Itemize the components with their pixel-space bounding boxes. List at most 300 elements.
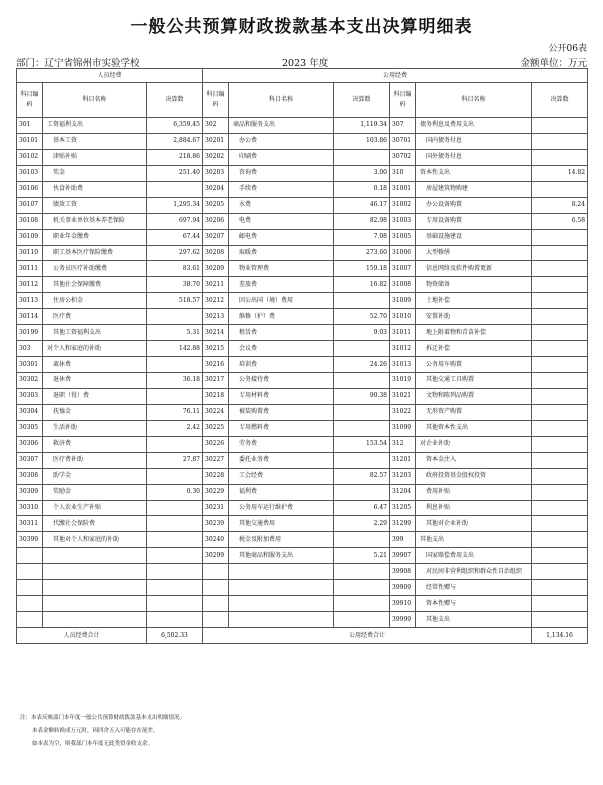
item-code: 31006 (390, 245, 416, 261)
item-amount (147, 596, 203, 612)
item-code: 31007 (390, 261, 416, 277)
item-code: 30206 (203, 213, 229, 229)
item-code: 30107 (17, 197, 43, 213)
item-name (229, 596, 334, 612)
table-row (17, 197, 588, 213)
table-row (17, 213, 588, 229)
table-row (17, 245, 588, 261)
item-amount (532, 325, 588, 341)
item-amount: 697.94 (147, 213, 203, 229)
table-row (17, 229, 588, 245)
item-name: 地上附着物和青苗补偿 (416, 325, 532, 341)
item-code: 30208 (203, 245, 229, 261)
item-amount: 67.44 (147, 229, 203, 245)
item-code: 31201 (390, 452, 416, 468)
item-name: 信息网络及软件购置更新 (416, 261, 532, 277)
item-amount (532, 612, 588, 628)
item-amount (147, 548, 203, 564)
item-amount: 5.21 (334, 548, 390, 564)
item-code: 30106 (17, 181, 43, 197)
item-code: 30109 (17, 229, 43, 245)
item-name: 培训费 (229, 357, 334, 373)
item-code: 31021 (390, 388, 416, 404)
item-amount (334, 580, 390, 596)
item-amount (147, 468, 203, 484)
item-name: 专用设备购置 (416, 213, 532, 229)
item-code: 31005 (390, 229, 416, 245)
item-code: 30307 (17, 452, 43, 468)
item-name: 拆迁补偿 (416, 341, 532, 357)
header-name: 科目名称 (229, 83, 334, 118)
item-code: 30299 (203, 548, 229, 564)
item-name: 其他商品和服务支出 (229, 548, 334, 564)
item-code: 30225 (203, 420, 229, 436)
item-code: 30302 (17, 373, 43, 389)
item-code: 30213 (203, 309, 229, 325)
item-name: 因公出国（境）费用 (229, 293, 334, 309)
item-name: 劳务费 (229, 436, 334, 452)
item-name: 国家赔偿费用支出 (416, 548, 532, 564)
item-code: 30212 (203, 293, 229, 309)
item-amount (532, 436, 588, 452)
item-code: 303 (17, 341, 43, 357)
item-code: 301 (17, 118, 43, 134)
item-name: 救济费 (43, 436, 147, 452)
item-code: 39907 (390, 548, 416, 564)
item-amount: 0.18 (334, 181, 390, 197)
table-row (17, 404, 588, 420)
item-amount: 251.40 (147, 165, 203, 181)
item-code: 30215 (203, 341, 229, 357)
header-code: 科目编码 (390, 83, 416, 118)
group-header-row (17, 69, 588, 83)
item-code: 30202 (203, 149, 229, 165)
item-code (17, 580, 43, 596)
totals-row (17, 628, 588, 644)
item-amount (334, 341, 390, 357)
item-name (43, 580, 147, 596)
item-amount (147, 357, 203, 373)
item-name: 公务接待费 (229, 373, 334, 389)
item-name (43, 548, 147, 564)
item-amount (334, 532, 390, 548)
table-row (17, 373, 588, 389)
table-row (17, 277, 588, 293)
item-name: 税金及附加费用 (229, 532, 334, 548)
item-amount: 273.60 (334, 245, 390, 261)
item-code: 30110 (17, 245, 43, 261)
item-amount (334, 404, 390, 420)
item-code: 31299 (390, 516, 416, 532)
item-code (203, 596, 229, 612)
item-name: 专用材料费 (229, 388, 334, 404)
item-name: 房屋建筑物购建 (416, 181, 532, 197)
item-code: 30205 (203, 197, 229, 213)
item-code: 31001 (390, 181, 416, 197)
item-name: 对企业补助 (416, 436, 532, 452)
item-code: 31019 (390, 373, 416, 389)
item-amount (532, 452, 588, 468)
table-row (17, 468, 588, 484)
item-name: 电费 (229, 213, 334, 229)
item-amount: 36.18 (147, 373, 203, 389)
item-code: 39999 (390, 612, 416, 628)
item-name: 其他交通工具购置 (416, 373, 532, 389)
item-code (203, 564, 229, 580)
item-amount: 27.87 (147, 452, 203, 468)
item-name: 资本性支出 (416, 165, 532, 181)
item-code: 31204 (390, 484, 416, 500)
item-name: 其他社会保障缴费 (43, 277, 147, 293)
item-name: 基础设施建设 (416, 229, 532, 245)
expenditure-table (16, 68, 588, 644)
table-row (17, 564, 588, 580)
item-amount: 218.86 (147, 149, 203, 165)
item-name: 国外债务付息 (416, 149, 532, 165)
item-name: 费用补贴 (416, 484, 532, 500)
item-name: 租赁费 (229, 325, 334, 341)
item-amount (147, 309, 203, 325)
table-row (17, 118, 588, 134)
item-amount: 52.70 (334, 309, 390, 325)
item-amount (532, 500, 588, 516)
item-amount (532, 118, 588, 134)
item-code: 30207 (203, 229, 229, 245)
item-code: 30201 (203, 133, 229, 149)
item-code: 30304 (17, 404, 43, 420)
item-amount (532, 420, 588, 436)
item-name: 邮电费 (229, 229, 334, 245)
item-name: 差旅费 (229, 277, 334, 293)
personnel-total-label: 人员经费合计 (17, 628, 147, 644)
header-code: 科目编码 (17, 83, 43, 118)
item-amount (532, 229, 588, 245)
year-label: 2023 年度 (282, 58, 329, 69)
item-name: 国内债务付息 (416, 133, 532, 149)
item-name: 奖金 (43, 165, 147, 181)
item-amount (532, 532, 588, 548)
item-code: 30240 (203, 532, 229, 548)
item-name: 维修（护）费 (229, 309, 334, 325)
item-amount (334, 596, 390, 612)
item-name (43, 564, 147, 580)
item-name: 公务用车运行维护费 (229, 500, 334, 516)
table-row (17, 452, 588, 468)
item-amount (334, 612, 390, 628)
item-code: 30231 (203, 500, 229, 516)
item-code: 399 (390, 532, 416, 548)
item-code: 312 (390, 436, 416, 452)
table-row (17, 420, 588, 436)
table-row (17, 357, 588, 373)
header-name: 科目名称 (43, 83, 147, 118)
item-code (17, 612, 43, 628)
item-code: 30306 (17, 436, 43, 452)
item-name: 文物和陈列品购置 (416, 388, 532, 404)
item-code: 30301 (17, 357, 43, 373)
item-name: 个人农业生产补贴 (43, 500, 147, 516)
item-name: 被装购置费 (229, 404, 334, 420)
item-amount: 24.26 (334, 357, 390, 373)
item-amount (532, 293, 588, 309)
item-name (43, 612, 147, 628)
item-name: 其他交通费用 (229, 516, 334, 532)
item-code: 31003 (390, 213, 416, 229)
item-name: 离休费 (43, 357, 147, 373)
item-name: 住房公积金 (43, 293, 147, 309)
item-amount: 16.82 (334, 277, 390, 293)
table-row (17, 436, 588, 452)
item-amount (532, 309, 588, 325)
item-amount (147, 181, 203, 197)
item-name: 土地补偿 (416, 293, 532, 309)
item-code: 31205 (390, 500, 416, 516)
item-code: 30239 (203, 516, 229, 532)
item-amount (532, 468, 588, 484)
item-code: 30702 (390, 149, 416, 165)
item-amount (532, 484, 588, 500)
item-name: 公务员医疗补助缴费 (43, 261, 147, 277)
item-name (229, 580, 334, 596)
item-code: 31022 (390, 404, 416, 420)
item-amount (532, 516, 588, 532)
item-code: 30309 (17, 484, 43, 500)
item-name: 经常性赠与 (416, 580, 532, 596)
item-name: 职工基本医疗保险缴费 (43, 245, 147, 261)
item-amount: 0.30 (147, 484, 203, 500)
item-name: 印刷费 (229, 149, 334, 165)
item-code (17, 548, 43, 564)
table-row (17, 133, 588, 149)
item-amount (334, 293, 390, 309)
item-amount: 1,119.34 (334, 118, 390, 134)
item-amount (532, 261, 588, 277)
item-amount (532, 580, 588, 596)
item-code (17, 564, 43, 580)
item-code: 30204 (203, 181, 229, 197)
item-name: 安置补助 (416, 309, 532, 325)
item-name: 水费 (229, 197, 334, 213)
item-code: 30229 (203, 484, 229, 500)
item-code: 31012 (390, 341, 416, 357)
item-amount: 518.57 (147, 293, 203, 309)
item-name: 对民间非营利组织和群众性自治组织 (416, 564, 532, 580)
table-row (17, 500, 588, 516)
item-code: 39909 (390, 580, 416, 596)
item-code: 30305 (17, 420, 43, 436)
item-name: 生活补助 (43, 420, 147, 436)
item-name: 物业管理费 (229, 261, 334, 277)
item-amount (532, 404, 588, 420)
item-name: 会议费 (229, 341, 334, 357)
item-name: 福利费 (229, 484, 334, 500)
item-amount (147, 500, 203, 516)
item-code: 30701 (390, 133, 416, 149)
item-code: 30199 (17, 325, 43, 341)
item-amount: 82.57 (334, 468, 390, 484)
item-code: 30102 (17, 149, 43, 165)
item-name: 退职（役）费 (43, 388, 147, 404)
item-code (17, 596, 43, 612)
item-name: 咨询费 (229, 165, 334, 181)
item-code: 30209 (203, 261, 229, 277)
item-code: 30308 (17, 468, 43, 484)
item-name (229, 612, 334, 628)
item-amount (334, 564, 390, 580)
table-row (17, 580, 588, 596)
item-amount (532, 564, 588, 580)
item-code: 30228 (203, 468, 229, 484)
table-row (17, 596, 588, 612)
item-name: 工会经费 (229, 468, 334, 484)
item-code: 30216 (203, 357, 229, 373)
item-code: 31010 (390, 309, 416, 325)
item-amount (532, 373, 588, 389)
item-name: 专用燃料费 (229, 420, 334, 436)
public-total-value: 1,134.16 (532, 628, 588, 644)
header-amount: 决算数 (147, 83, 203, 118)
item-name: 对个人和家庭的补助 (43, 341, 147, 357)
item-amount: 9.03 (334, 325, 390, 341)
item-code: 30217 (203, 373, 229, 389)
table-row (17, 261, 588, 277)
header-amount: 决算数 (334, 83, 390, 118)
item-name: 取暖费 (229, 245, 334, 261)
item-code: 30203 (203, 165, 229, 181)
item-name: 其他支出 (416, 612, 532, 628)
item-amount (334, 373, 390, 389)
item-name: 抚恤金 (43, 404, 147, 420)
item-name: 其他支出 (416, 532, 532, 548)
item-amount (532, 357, 588, 373)
item-name: 基本工资 (43, 133, 147, 149)
item-code: 31099 (390, 420, 416, 436)
group-header-personnel: 人员经费 (17, 69, 203, 83)
item-code: 30224 (203, 404, 229, 420)
item-amount: 46.17 (334, 197, 390, 213)
item-code: 31002 (390, 197, 416, 213)
item-name: 其他对个人和家庭的补助 (43, 532, 147, 548)
table-row (17, 341, 588, 357)
item-amount (532, 245, 588, 261)
table-row (17, 325, 588, 341)
item-amount (532, 133, 588, 149)
item-amount: 6.47 (334, 500, 390, 516)
public-total-label: 公用经费合计 (203, 628, 532, 644)
item-code: 31203 (390, 468, 416, 484)
item-code: 31013 (390, 357, 416, 373)
item-name: 退休费 (43, 373, 147, 389)
unit-label: 金额单位：万元 (520, 58, 587, 69)
note-line: 本表金额转换成万元时，因四舍五入可能存在尾差。 (32, 728, 159, 734)
item-amount: 82.98 (334, 213, 390, 229)
item-amount (147, 580, 203, 596)
notes (20, 712, 185, 751)
item-amount: 8.24 (532, 197, 588, 213)
item-name: 无形资产购置 (416, 404, 532, 420)
item-amount (532, 388, 588, 404)
item-amount: 2,884.67 (147, 133, 203, 149)
table-row (17, 516, 588, 532)
table-row (17, 165, 588, 181)
item-name: 其他资本性支出 (416, 420, 532, 436)
item-name: 委托业务费 (229, 452, 334, 468)
item-amount: 6,359.45 (147, 118, 203, 134)
item-code: 30112 (17, 277, 43, 293)
header-amount: 决算数 (532, 83, 588, 118)
item-code: 30103 (17, 165, 43, 181)
item-amount: 14.82 (532, 165, 588, 181)
item-name: 津贴补贴 (43, 149, 147, 165)
item-code: 30113 (17, 293, 43, 309)
item-code (203, 612, 229, 628)
item-name: 伙食补助费 (43, 181, 147, 197)
table-row (17, 484, 588, 500)
item-name: 政府投资基金股权投资 (416, 468, 532, 484)
item-name: 办公费 (229, 133, 334, 149)
item-code: 39908 (390, 564, 416, 580)
note-line: 注：本表反映部门本年度一般公共预算财政拨款基本支出明细情况。 (20, 715, 186, 721)
department-label: 部门：辽宁省锦州市实验学校 (16, 58, 140, 69)
item-name: 医疗费 (43, 309, 147, 325)
item-amount: 103.86 (334, 133, 390, 149)
item-amount (532, 277, 588, 293)
item-code: 30218 (203, 388, 229, 404)
item-amount: 159.18 (334, 261, 390, 277)
item-name: 医疗费补助 (43, 452, 147, 468)
item-amount: 153.54 (334, 436, 390, 452)
item-amount: 76.11 (147, 404, 203, 420)
item-code: 30101 (17, 133, 43, 149)
item-name: 绩效工资 (43, 197, 147, 213)
item-name: 助学金 (43, 468, 147, 484)
item-name: 利息补贴 (416, 500, 532, 516)
item-amount (334, 420, 390, 436)
item-amount (147, 516, 203, 532)
item-amount (147, 436, 203, 452)
table-row (17, 149, 588, 165)
item-name: 职业年金缴费 (43, 229, 147, 245)
item-code: 39910 (390, 596, 416, 612)
item-amount (147, 388, 203, 404)
item-amount (532, 181, 588, 197)
item-name: 物资储备 (416, 277, 532, 293)
item-amount: 2.42 (147, 420, 203, 436)
item-amount: 90.38 (334, 388, 390, 404)
item-amount: 5.31 (147, 325, 203, 341)
item-amount (334, 149, 390, 165)
item-name: 奖励金 (43, 484, 147, 500)
item-amount (147, 564, 203, 580)
item-code: 30114 (17, 309, 43, 325)
item-code: 302 (203, 118, 229, 134)
item-name: 其他对企业补助 (416, 516, 532, 532)
item-code: 30399 (17, 532, 43, 548)
item-name: 机关事业单位基本养老保险 (43, 213, 147, 229)
item-code: 30226 (203, 436, 229, 452)
item-name: 债务利息及费用支出 (416, 118, 532, 134)
item-name: 商品和服务支出 (229, 118, 334, 134)
header-code: 科目编码 (203, 83, 229, 118)
item-code: 31009 (390, 293, 416, 309)
table-row (17, 548, 588, 564)
item-code: 30227 (203, 452, 229, 468)
table-row (17, 532, 588, 548)
item-code: 30303 (17, 388, 43, 404)
item-amount (334, 484, 390, 500)
item-name: 资本金注入 (416, 452, 532, 468)
item-code: 30310 (17, 500, 43, 516)
